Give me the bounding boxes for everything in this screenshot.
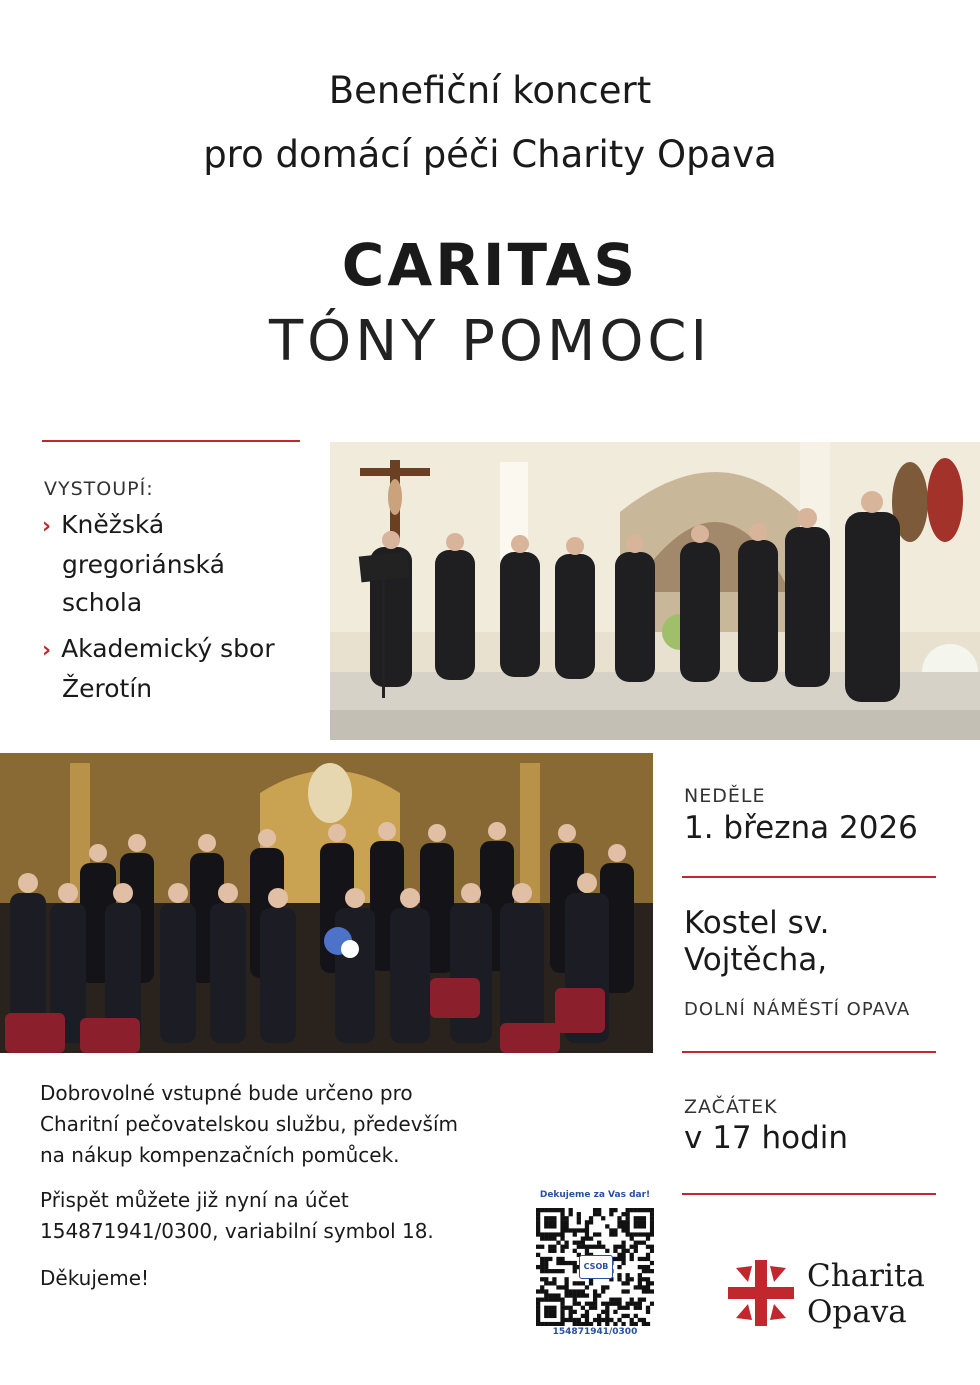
start-label: ZAČÁTEK <box>684 1096 778 1118</box>
divider <box>682 1051 936 1053</box>
performer-text: gregoriánská <box>62 550 225 579</box>
caritas-flame-cross-icon <box>726 1258 796 1328</box>
performer-text: Kněžská <box>61 510 165 539</box>
performer-text: Žerotín <box>62 674 153 703</box>
performer-text: schola <box>62 588 143 617</box>
text-line: na nákup kompenzačních pomůcek. <box>40 1143 400 1167</box>
text-line: 154871941/0300, variabilní symbol 18. <box>40 1219 434 1243</box>
text-line: Přispět můžete již nyní na účet <box>40 1188 349 1212</box>
qr-caption-top: Dekujeme za Vas dar! <box>539 1190 651 1200</box>
divider <box>682 876 936 878</box>
divider <box>682 1193 936 1195</box>
bank-badge: CSOB <box>579 1255 613 1279</box>
qr-code[interactable] <box>536 1208 654 1326</box>
venue-line-2: Vojtěcha, <box>684 942 828 978</box>
event-day-label: NEDĚLE <box>684 785 766 807</box>
account-paragraph <box>40 1185 434 1247</box>
venue-address: DOLNÍ NÁMĚSTÍ OPAVA <box>684 999 911 1020</box>
main-title: CARITAS <box>341 231 639 299</box>
chevron-right-icon: › <box>42 514 52 539</box>
venue-line-1: Kostel sv. <box>684 905 830 941</box>
subtitle-line-1: Benefiční koncert <box>328 69 652 112</box>
choir-photo <box>0 753 653 1053</box>
logo-line-2: Opava <box>807 1294 907 1330</box>
donation-paragraph <box>40 1078 458 1171</box>
performer-item <box>42 506 225 622</box>
performers-heading: VYSTOUPÍ: <box>44 478 154 500</box>
performer-item <box>42 630 275 708</box>
event-date: 1. března 2026 <box>684 810 918 846</box>
performer-text: Akademický sbor <box>61 634 275 663</box>
thanks-text: Děkujeme! <box>40 1266 150 1290</box>
text-line: Dobrovolné vstupné bude určeno pro <box>40 1081 413 1105</box>
text-line: Charitní pečovatelskou službu, především <box>40 1112 459 1136</box>
logo-line-1: Charita <box>807 1258 925 1294</box>
main-subtitle: TÓNY POMOCI <box>268 309 712 374</box>
start-time: v 17 hodin <box>684 1120 849 1156</box>
divider <box>42 440 300 442</box>
chevron-right-icon: › <box>42 638 52 663</box>
qr-caption-bottom: 154871941/0300 <box>552 1327 638 1337</box>
subtitle-line-2: pro domácí péči Charity Opava <box>203 133 777 176</box>
schola-photo <box>330 442 980 740</box>
